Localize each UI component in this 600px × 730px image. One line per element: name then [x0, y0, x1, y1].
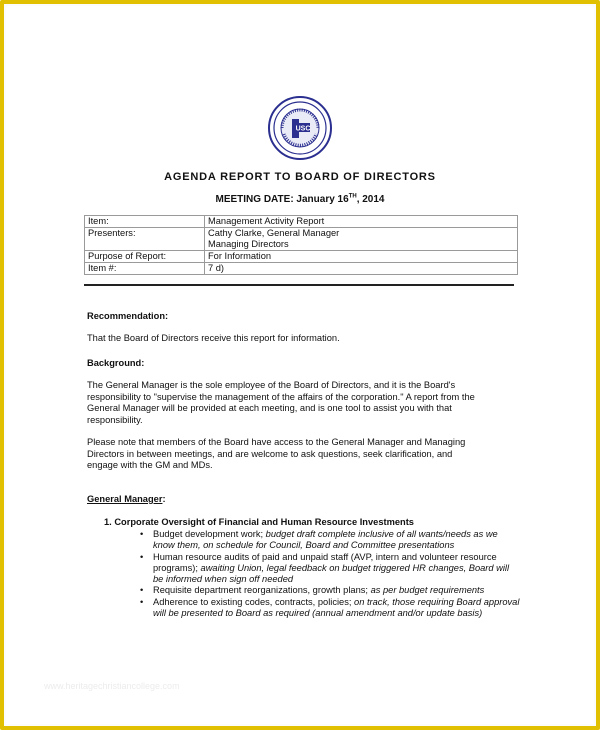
section-1-heading: 1. Corporate Oversight of Financial and Human Resource Investments: [104, 517, 414, 527]
table-key: Item #:: [85, 263, 205, 275]
recommendation-text: That the Board of Directors receive this report for information.: [87, 333, 340, 343]
paragraph-line: Please note that members of the Board have access to the General Manager and Managing: [87, 437, 466, 447]
table-value-text: Managing Directors: [208, 239, 289, 249]
table-row: [85, 216, 518, 228]
list-item: [140, 529, 520, 552]
general-manager-heading-text: General Manager: [87, 494, 163, 504]
table-value-text: Cathy Clarke, General Manager: [208, 228, 340, 238]
background-heading: Background:: [87, 358, 145, 368]
table-key: Item:: [85, 216, 205, 228]
university-seal-logo: [268, 96, 332, 160]
table-value: For Information: [205, 251, 518, 263]
table-value: Management Activity Report: [205, 216, 518, 228]
section-divider: [84, 284, 514, 286]
meeting-date-prefix: MEETING DATE: January 16: [215, 194, 349, 205]
meeting-date: [0, 194, 600, 205]
paragraph-line: responsibility to "supervise the management of the affairs of the corporation." A report from the: [87, 391, 475, 402]
watermark-text: www.heritagechristiancollege.com: [44, 681, 180, 691]
table-row: [85, 251, 518, 263]
general-manager-heading: [87, 494, 517, 506]
general-manager-heading-colon: :: [162, 494, 166, 504]
table-value: [205, 228, 518, 251]
report-title: AGENDA REPORT TO BOARD OF DIRECTORS: [164, 171, 436, 183]
table-key: [85, 228, 205, 251]
table-row: [85, 228, 518, 251]
recommendation-heading: Recommendation:: [87, 311, 169, 321]
list-item: [140, 585, 520, 596]
list-item: [140, 552, 520, 586]
table-value: 7 d): [205, 263, 518, 275]
section-1-bullet-list: [140, 529, 520, 619]
bullet-status-text: on track, those requiring Board approval will be presented to Board as required (annual amendment and/or update basis): [153, 596, 520, 619]
report-info-table: [84, 215, 518, 275]
logo-text: USC: [295, 125, 311, 133]
bullet-text: Budget development work;: [153, 529, 266, 539]
paragraph-line: engage with the GM and MDs.: [87, 460, 213, 470]
bullet-text: Human resource audits of paid and unpaid staff (AVP, intern and volunteer resource programs);: [153, 551, 497, 573]
bullet-text: Requisite department reorganizations, growth plans;: [153, 585, 371, 596]
bullet-status-text: budget draft complete inclusive of all wants/needs as we know them, on schedule for Council, Board and Committee presentations: [153, 529, 498, 551]
paragraph-line: responsibility.: [87, 414, 143, 425]
table-key-text: Presenters:: [88, 228, 136, 238]
meeting-date-ordinal: TH: [348, 193, 357, 200]
background-paragraph-2: [87, 437, 517, 472]
table-key: Purpose of Report:: [85, 251, 205, 263]
bullet-status-text: as per budget requirements: [370, 585, 485, 596]
bullet-text: Adherence to existing codes, contracts, policies;: [153, 596, 355, 607]
table-row: [85, 263, 518, 275]
meeting-date-year: , 2014: [356, 194, 385, 205]
list-item: [140, 597, 520, 620]
paragraph-line: Directors in between meetings, and are welcome to ask questions, seek clarification, and: [87, 448, 453, 459]
paragraph-line: General Manager will be provided at each meeting, and is one tool to assist you with that: [87, 403, 452, 413]
bullet-status-text: awaiting Union, legal feedback on budget triggered HR changes, Board will be informed when sign off needed: [153, 562, 510, 585]
background-paragraph-1: [87, 380, 517, 426]
paragraph-line: The General Manager is the sole employee of the Board of Directors, and it is the Board's: [87, 380, 456, 390]
